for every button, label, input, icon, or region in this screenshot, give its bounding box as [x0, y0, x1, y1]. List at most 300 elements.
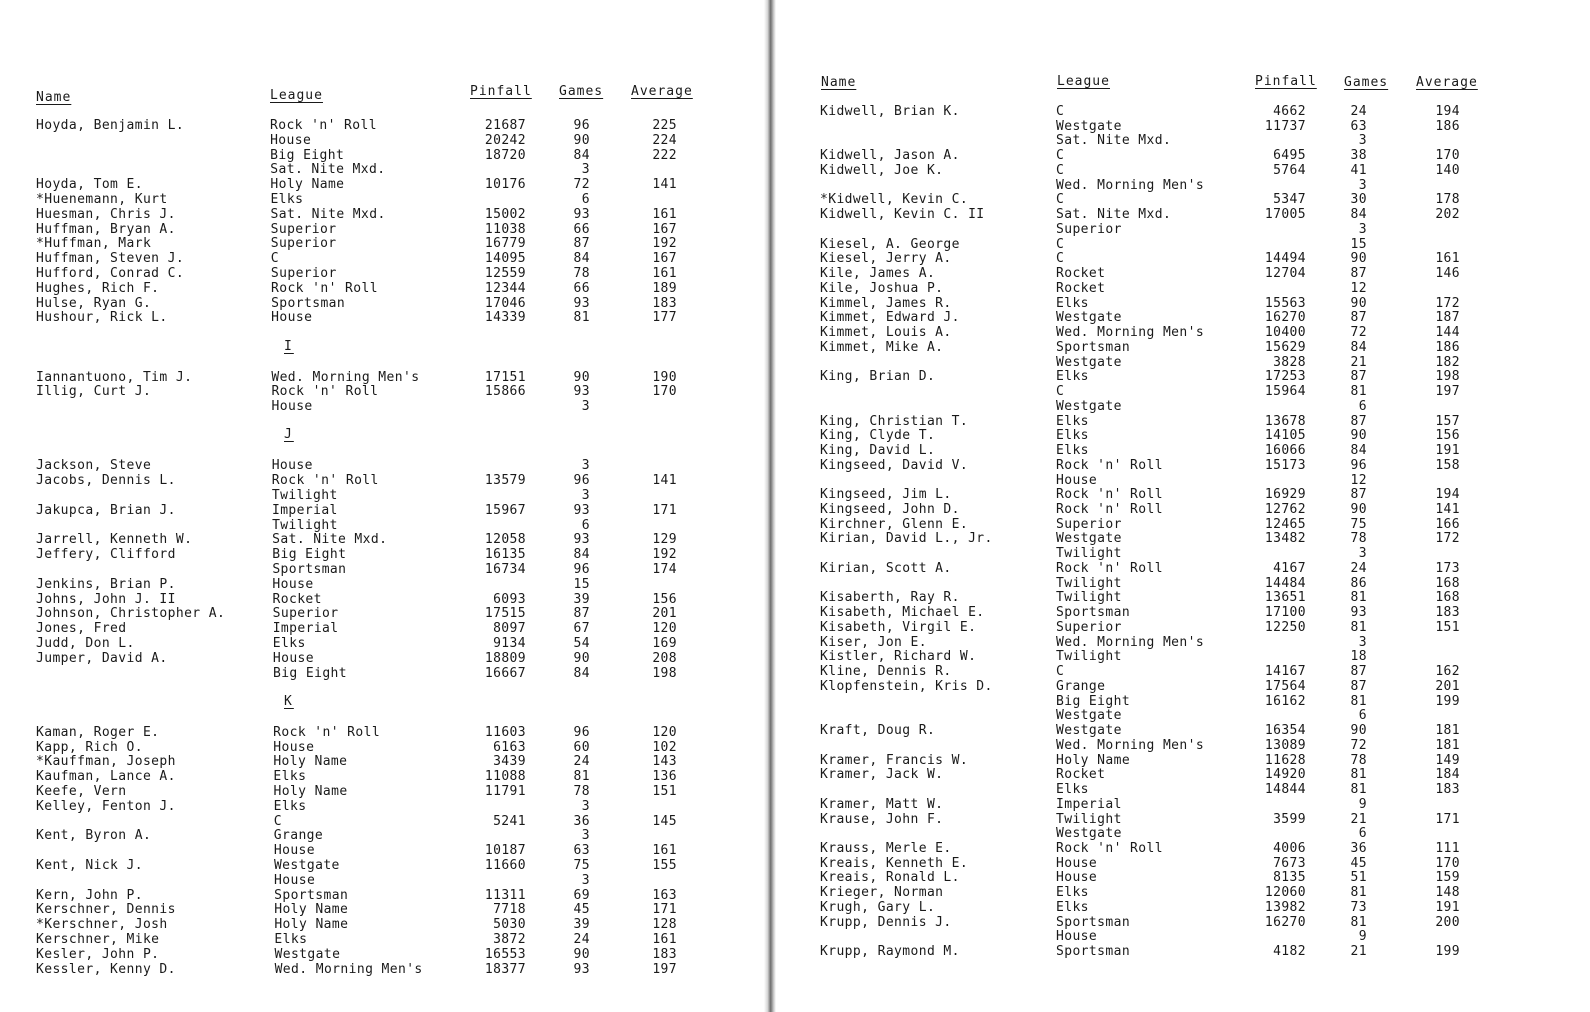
table-row — [0, 769, 770, 784]
average-cell: 197 — [1435, 384, 1460, 400]
games-cell: 3 — [1358, 177, 1367, 193]
pinfall-cell: 11603 — [484, 724, 526, 740]
league-cell: Twilight — [1056, 575, 1122, 591]
average-cell: 140 — [1435, 162, 1460, 178]
average-cell: 192 — [652, 547, 677, 563]
league-cell: Big Eight — [1056, 693, 1131, 709]
pinfall-cell: 6495 — [1273, 148, 1306, 164]
name-cell: *Huffman, Mark — [36, 236, 152, 252]
average-cell: 170 — [1435, 148, 1460, 164]
average-cell: 186 — [1435, 118, 1460, 134]
games-cell: 90 — [573, 369, 590, 385]
name-cell: Kisaberth, Ray R. — [820, 590, 960, 606]
games-cell: 87 — [1350, 487, 1367, 503]
table-row — [776, 355, 1590, 370]
name-cell: Krugh, Gary L. — [820, 899, 936, 915]
pinfall-cell: 12058 — [484, 532, 526, 548]
average-cell: 181 — [1435, 723, 1460, 739]
pinfall-cell: 16270 — [1264, 914, 1306, 930]
table-row — [0, 236, 770, 251]
games-cell: 81 — [1350, 782, 1367, 798]
league-cell: Elks — [270, 192, 304, 207]
league-cell: Rocket — [1056, 266, 1106, 282]
name-cell: Hulse, Ryan G. — [36, 295, 152, 311]
games-cell: 84 — [1350, 443, 1367, 459]
league-cell: Superior — [1056, 516, 1122, 532]
average-cell: 181 — [1435, 737, 1460, 753]
average-cell: 166 — [1435, 516, 1460, 532]
league-cell: Westgate — [1056, 398, 1122, 414]
name-cell: Hoyda, Benjamin L. — [36, 118, 185, 133]
section-letter: K — [284, 693, 294, 709]
table-row — [0, 592, 770, 607]
league-cell: Rock 'n' Roll — [271, 384, 379, 400]
table-row — [776, 605, 1590, 620]
section-letter: I — [284, 338, 294, 354]
pinfall-cell: 11628 — [1264, 752, 1306, 768]
table-row — [776, 163, 1590, 178]
pinfall-cell: 16066 — [1264, 443, 1306, 459]
header-pinfall: Pinfall — [470, 84, 532, 99]
table-row — [776, 767, 1590, 782]
table-row — [776, 738, 1590, 753]
average-cell: 156 — [652, 591, 677, 607]
header-name: Name — [821, 75, 857, 90]
average-cell: 151 — [652, 784, 677, 799]
name-cell: Kimmet, Edward J. — [820, 310, 960, 326]
pinfall-cell: 5347 — [1273, 192, 1306, 208]
table-row — [0, 606, 770, 621]
pinfall-cell: 3599 — [1273, 811, 1306, 827]
name-cell: *Huenemann, Kurt — [36, 192, 168, 207]
pinfall-cell: 17100 — [1264, 605, 1306, 621]
name-cell: Krupp, Dennis J. — [820, 914, 952, 930]
table-row — [0, 754, 770, 769]
name-cell: Kile, Joshua P. — [820, 280, 944, 296]
games-cell: 30 — [1350, 192, 1367, 208]
league-cell: Sportsman — [1056, 339, 1131, 355]
games-cell: 3 — [581, 798, 590, 814]
league-cell: Sportsman — [272, 562, 347, 577]
pinfall-cell: 9134 — [493, 636, 526, 651]
pinfall-cell: 13482 — [1264, 531, 1306, 547]
pinfall-cell: 12559 — [484, 266, 526, 281]
league-cell: Holy Name — [273, 784, 348, 799]
average-cell: 157 — [1435, 413, 1460, 429]
table-row — [0, 133, 770, 148]
league-cell: Westgate — [1056, 531, 1122, 547]
name-cell: Kiesel, Jerry A. — [820, 251, 952, 267]
games-cell: 81 — [573, 769, 590, 785]
games-cell: 24 — [573, 932, 590, 947]
name-cell: Kirian, David L., Jr. — [820, 531, 993, 547]
league-cell: House — [271, 310, 313, 326]
pinfall-cell: 4006 — [1273, 841, 1306, 856]
games-cell: 90 — [573, 946, 590, 962]
table-row — [0, 148, 770, 163]
name-cell: Huffman, Steven J. — [36, 251, 185, 267]
games-cell: 18 — [1350, 649, 1367, 665]
average-cell: 144 — [1435, 325, 1460, 341]
average-cell: 194 — [1435, 104, 1460, 119]
table-row — [776, 620, 1590, 635]
pinfall-cell: 14494 — [1264, 251, 1306, 267]
games-cell: 81 — [1350, 885, 1367, 901]
league-cell: Twilight — [1056, 811, 1122, 827]
table-row — [776, 664, 1590, 679]
table-row — [776, 576, 1590, 591]
average-cell: 187 — [1435, 310, 1460, 326]
pinfall-cell: 14844 — [1264, 782, 1306, 798]
header-average: Average — [1416, 75, 1478, 90]
average-cell: 155 — [652, 858, 677, 873]
table-row — [776, 708, 1590, 723]
table-row — [0, 828, 770, 843]
name-cell: Hufford, Conrad C. — [36, 266, 185, 281]
league-cell: Superior — [270, 221, 337, 237]
name-cell: King, Christian T. — [820, 413, 969, 429]
pinfall-cell: 11737 — [1264, 118, 1306, 134]
average-cell: 149 — [1435, 752, 1460, 768]
table-row — [0, 651, 770, 666]
average-cell: 186 — [1435, 339, 1460, 355]
league-cell: Imperial — [272, 621, 339, 637]
average-cell: 171 — [1435, 811, 1460, 827]
table-row — [0, 310, 770, 325]
table-row — [0, 266, 770, 281]
average-cell: 167 — [652, 221, 677, 237]
pinfall-cell: 3828 — [1273, 354, 1306, 370]
name-cell: Kent, Byron A. — [36, 828, 152, 844]
average-cell: 201 — [1435, 678, 1460, 694]
average-cell: 141 — [1435, 501, 1460, 517]
table-row — [0, 192, 770, 207]
pinfall-cell: 15866 — [484, 384, 526, 400]
games-cell: 6 — [581, 517, 590, 533]
name-cell: Jakupca, Brian J. — [36, 502, 176, 518]
average-cell: 161 — [652, 206, 677, 222]
pinfall-cell: 3872 — [493, 932, 526, 947]
section-letter: J — [284, 427, 294, 443]
games-cell: 73 — [1350, 899, 1367, 915]
name-cell: Huffman, Bryan A. — [36, 221, 176, 237]
league-cell: Elks — [1056, 782, 1089, 798]
league-cell: Sportsman — [1056, 914, 1131, 930]
average-cell: 156 — [1435, 428, 1460, 444]
pinfall-cell: 4182 — [1273, 944, 1306, 960]
league-cell: Holy Name — [274, 902, 349, 918]
league-cell: Westgate — [1056, 826, 1122, 842]
league-cell: House — [273, 843, 315, 859]
games-cell: 96 — [573, 118, 590, 133]
games-cell: 78 — [1350, 531, 1367, 547]
games-cell: 84 — [573, 251, 590, 267]
name-cell: Kraft, Doug R. — [820, 723, 936, 739]
league-cell: Westgate — [1056, 310, 1122, 326]
table-row — [0, 547, 770, 562]
pinfall-cell: 6163 — [493, 739, 526, 755]
name-cell: Hoyda, Tom E. — [36, 177, 143, 193]
average-cell: 208 — [652, 650, 677, 666]
average-cell: 159 — [1435, 870, 1460, 886]
league-cell: Wed. Morning Men's — [271, 369, 420, 385]
table-row — [0, 399, 770, 414]
games-cell: 45 — [1350, 855, 1367, 871]
pinfall-cell: 11791 — [484, 784, 526, 799]
league-cell: Grange — [1056, 678, 1106, 694]
name-cell: Kirian, Scott A. — [820, 560, 952, 576]
average-cell: 168 — [1435, 590, 1460, 606]
games-cell: 75 — [573, 858, 590, 873]
pinfall-cell: 16929 — [1264, 487, 1306, 503]
average-cell: 184 — [1435, 767, 1460, 783]
pinfall-cell: 11660 — [484, 858, 526, 873]
table-row — [0, 947, 770, 962]
table-row — [776, 812, 1590, 827]
table-row — [0, 562, 770, 577]
games-cell: 72 — [1350, 737, 1367, 753]
average-cell: 163 — [652, 887, 677, 903]
name-cell: *Kauffman, Joseph — [36, 754, 176, 770]
pinfall-cell: 10400 — [1264, 325, 1306, 341]
league-cell: Elks — [1056, 413, 1089, 429]
league-cell: Rocket — [1056, 767, 1106, 783]
average-cell: 143 — [652, 754, 677, 770]
average-cell: 202 — [1435, 207, 1460, 223]
league-cell: Holy Name — [1056, 752, 1131, 768]
games-cell: 3 — [1358, 634, 1367, 650]
league-cell: Rock 'n' Roll — [1056, 457, 1163, 473]
average-cell: 161 — [652, 266, 677, 281]
pinfall-cell: 15563 — [1264, 295, 1306, 311]
league-cell: Wed. Morning Men's — [274, 961, 423, 977]
league-cell: Imperial — [1056, 796, 1122, 812]
games-cell: 90 — [573, 132, 590, 148]
league-cell: Sportsman — [1056, 944, 1131, 960]
table-row — [0, 222, 770, 237]
pinfall-cell: 17253 — [1264, 369, 1306, 385]
games-cell: 12 — [1350, 472, 1367, 488]
league-cell: Wed. Morning Men's — [1056, 634, 1205, 650]
table-row — [776, 207, 1590, 222]
pinfall-cell: 17151 — [484, 369, 526, 385]
average-cell: 161 — [652, 843, 677, 859]
table-row — [776, 414, 1590, 429]
league-cell: Twilight — [271, 488, 338, 503]
table-row — [776, 473, 1590, 488]
league-cell: Rock 'n' Roll — [270, 280, 378, 296]
league-cell: Westgate — [274, 946, 341, 962]
table-row — [776, 428, 1590, 443]
table-row — [776, 561, 1590, 576]
pinfall-cell: 8135 — [1273, 870, 1306, 886]
name-cell: Kimmel, James R. — [820, 295, 952, 311]
league-cell: Big Eight — [272, 665, 348, 681]
games-cell: 67 — [573, 621, 590, 637]
games-cell: 36 — [1350, 841, 1367, 856]
league-cell: House — [271, 458, 313, 474]
pinfall-cell: 13982 — [1264, 899, 1306, 915]
games-cell: 6 — [1358, 398, 1367, 414]
table-row — [0, 162, 770, 177]
table-row — [0, 888, 770, 903]
table-row — [776, 915, 1590, 930]
table-row — [776, 546, 1590, 561]
header-league: League — [270, 88, 323, 103]
pinfall-cell: 16270 — [1264, 310, 1306, 326]
name-cell: Krieger, Norman — [820, 885, 944, 901]
games-cell: 3 — [581, 872, 590, 888]
games-cell: 84 — [573, 547, 590, 563]
average-cell: 174 — [652, 562, 677, 577]
name-cell: Kisabeth, Michael E. — [820, 605, 985, 621]
games-cell: 87 — [1350, 266, 1367, 282]
table-row — [0, 799, 770, 814]
league-cell: C — [270, 251, 280, 267]
table-row — [776, 649, 1590, 664]
pinfall-cell: 16162 — [1264, 693, 1306, 709]
pinfall-cell: 12250 — [1264, 619, 1306, 635]
pinfall-cell: 3439 — [493, 754, 526, 770]
table-row — [776, 399, 1590, 414]
league-cell: Elks — [1056, 443, 1089, 459]
average-cell: 183 — [652, 295, 677, 311]
league-cell: House — [274, 872, 316, 888]
average-cell: 171 — [652, 902, 677, 918]
average-cell: 158 — [1435, 457, 1460, 473]
league-cell: Westgate — [1056, 354, 1122, 370]
average-cell: 145 — [652, 813, 677, 829]
name-cell: Kramer, Matt W. — [820, 796, 944, 812]
league-cell: Sportsman — [271, 295, 346, 311]
pinfall-cell: 15967 — [484, 502, 526, 518]
right-page — [776, 0, 1590, 1012]
table-row — [776, 944, 1590, 959]
average-cell: 151 — [1435, 619, 1460, 635]
name-cell: Kingseed, David V. — [820, 457, 969, 473]
name-cell: Kapp, Rich O. — [36, 739, 143, 755]
table-row — [776, 723, 1590, 738]
games-cell: 66 — [573, 221, 590, 237]
games-cell: 15 — [573, 576, 590, 592]
league-cell: House — [272, 650, 315, 666]
table-row — [776, 251, 1590, 266]
league-cell: C — [1056, 104, 1065, 119]
table-row — [0, 207, 770, 222]
pinfall-cell: 20242 — [484, 132, 526, 148]
league-cell: Sportsman — [274, 887, 349, 903]
pinfall-cell: 16135 — [484, 547, 526, 563]
games-cell: 81 — [1350, 590, 1367, 606]
games-cell: 93 — [573, 502, 590, 518]
games-cell: 21 — [1350, 811, 1367, 827]
league-cell: Westgate — [1056, 118, 1122, 134]
table-row — [776, 517, 1590, 532]
games-cell: 45 — [573, 902, 590, 918]
pinfall-cell: 12060 — [1264, 885, 1306, 901]
table-row — [776, 679, 1590, 694]
pinfall-cell: 4167 — [1273, 560, 1306, 576]
table-row — [0, 251, 770, 266]
table-row — [0, 577, 770, 592]
pinfall-cell: 14484 — [1264, 575, 1306, 591]
average-cell: 182 — [1435, 354, 1460, 370]
league-cell: Big Eight — [272, 547, 347, 563]
table-row — [776, 841, 1590, 856]
games-cell: 87 — [573, 606, 590, 622]
league-cell: C — [273, 813, 282, 829]
pinfall-cell: 15173 — [1264, 457, 1306, 473]
table-row — [776, 443, 1590, 458]
games-cell: 38 — [1350, 148, 1367, 164]
league-cell: Superior — [270, 266, 337, 281]
league-cell: Elks — [1056, 369, 1089, 385]
average-cell: 191 — [1435, 443, 1460, 459]
name-cell: Huesman, Chris J. — [36, 206, 176, 222]
league-cell: Sat. Nite Mxd. — [1056, 207, 1172, 223]
league-cell: Rock 'n' Roll — [270, 118, 377, 133]
table-row — [776, 870, 1590, 885]
name-cell: Johns, John J. II — [36, 591, 176, 607]
games-cell: 87 — [1350, 678, 1367, 694]
name-cell: Kerschner, Mike — [36, 932, 160, 947]
games-cell: 84 — [1350, 207, 1367, 223]
average-cell: 167 — [652, 251, 677, 267]
games-cell: 41 — [1350, 162, 1367, 178]
table-row — [0, 962, 770, 977]
table-row — [776, 929, 1590, 944]
table-row — [776, 797, 1590, 812]
games-cell: 72 — [573, 177, 590, 193]
games-cell: 24 — [573, 754, 590, 770]
name-cell: Kidwell, Brian K. — [820, 104, 960, 119]
average-cell: 224 — [652, 132, 677, 148]
games-cell: 3 — [1358, 133, 1367, 149]
average-cell: 178 — [1435, 192, 1460, 208]
name-cell: Kern, John P. — [36, 887, 143, 903]
table-row — [0, 917, 770, 932]
average-cell: 171 — [652, 502, 677, 518]
pinfall-cell: 13678 — [1264, 413, 1306, 429]
table-row — [776, 237, 1590, 252]
pinfall-cell: 15629 — [1264, 339, 1306, 355]
games-cell: 81 — [1350, 914, 1367, 930]
average-cell: 129 — [652, 532, 677, 548]
league-cell: House — [273, 739, 315, 755]
table-row — [0, 532, 770, 547]
games-cell: 3 — [581, 458, 590, 474]
table-row — [776, 753, 1590, 768]
name-cell: Jeffery, Clifford — [36, 547, 176, 563]
average-cell: 169 — [652, 636, 677, 651]
header-games: Games — [1344, 75, 1389, 90]
table-row — [776, 296, 1590, 311]
pinfall-cell: 7718 — [493, 902, 526, 918]
games-cell: 36 — [573, 813, 590, 829]
name-cell: Kidwell, Jason A. — [820, 148, 960, 164]
league-cell: House — [1056, 929, 1098, 945]
pinfall-cell: 17515 — [484, 606, 526, 622]
name-cell: Jones, Fred — [36, 621, 127, 637]
games-cell: 84 — [1350, 339, 1367, 355]
pinfall-cell: 13651 — [1264, 590, 1306, 606]
league-cell: Wed. Morning Men's — [1056, 737, 1205, 753]
league-cell: Sportsman — [1056, 605, 1131, 621]
name-cell: Kline, Dennis R. — [820, 664, 952, 680]
league-cell: Elks — [274, 932, 308, 947]
pinfall-cell: 16553 — [484, 946, 526, 962]
average-cell: 189 — [652, 280, 677, 296]
